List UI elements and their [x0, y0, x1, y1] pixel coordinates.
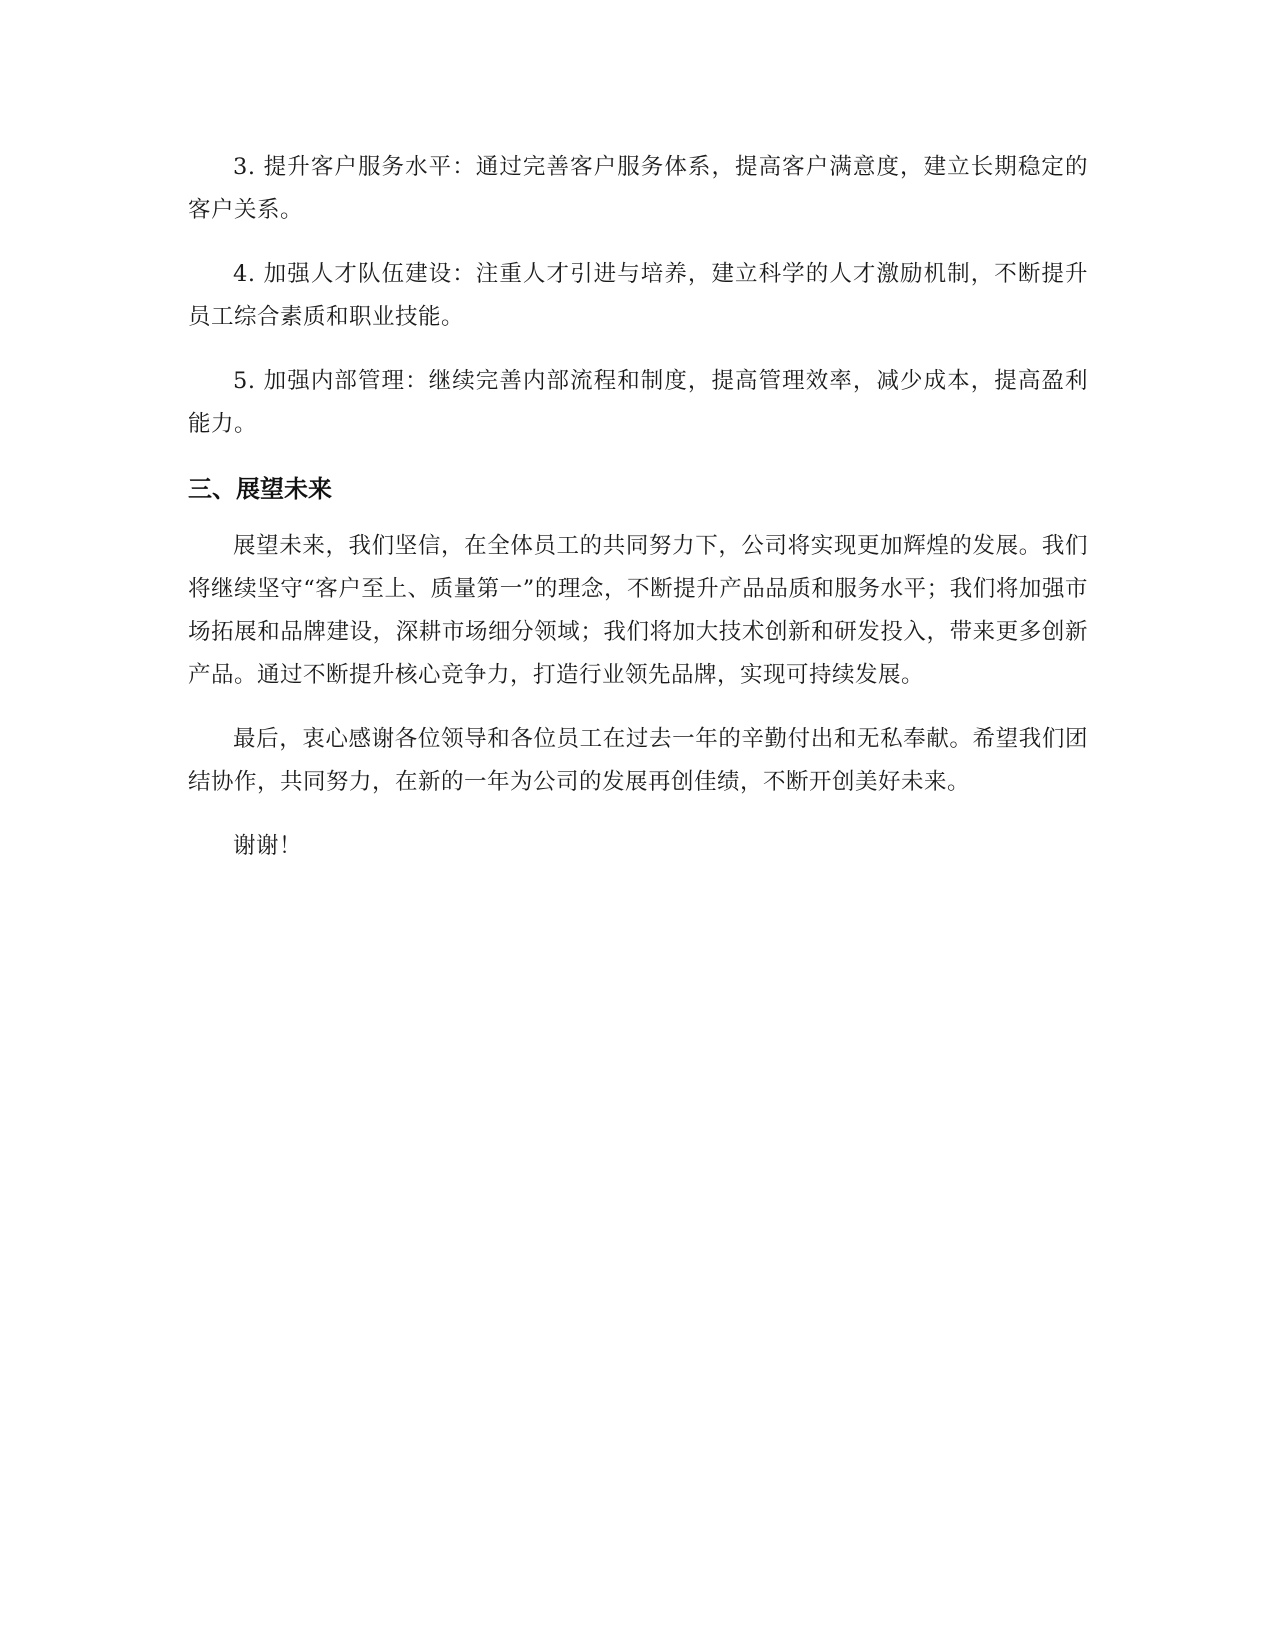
- paragraph-closing: 谢谢！: [233, 833, 303, 859]
- list-item-internal-management: 5. 加强内部管理：继续完善内部流程和制度，提高管理效率，减少成本，提高盈利能力。: [188, 368, 1088, 437]
- paragraph-outlook: 展望未来，我们坚信，在全体员工的共同努力下，公司将实现更加辉煌的发展。我们将继续坚守“客户至上、质量第一”的理念，不断提升产品品质和服务水平；我们将加强市场拓展和品牌建设，深耕市场细分领域；我们将加大技术创新和研发投入，带来更多创新产品。通过不断提升核心竞争力，打造行业领先品牌，实现可持续发展。: [188, 533, 1088, 688]
- paragraph-thanks: 最后，衷心感谢各位领导和各位员工在过去一年的辛勤付出和无私奉献。希望我们团结协作，共同努力，在新的一年为公司的发展再创佳绩，不断开创美好未来。: [188, 726, 1088, 795]
- section-heading: 三、展望未来: [188, 475, 332, 503]
- list-item-customer-service: 3. 提升客户服务水平：通过完善客户服务体系，提高客户满意度，建立长期稳定的客户关系。: [188, 154, 1088, 223]
- list-item-talent-building: 4. 加强人才队伍建设：注重人才引进与培养，建立科学的人才激励机制，不断提升员工综合素质和职业技能。: [188, 261, 1088, 330]
- document-body: [188, 146, 1088, 889]
